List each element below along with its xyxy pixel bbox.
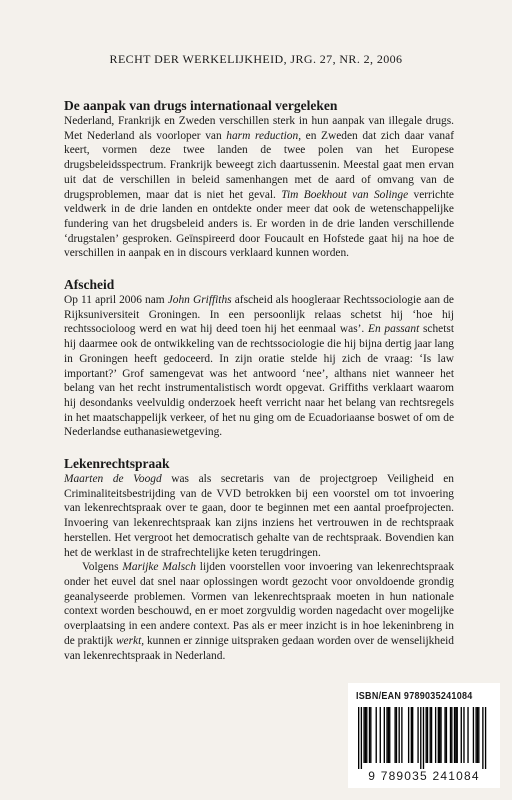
journal-header: RECHT DER WERKELIJKHEID, JRG. 27, NR. 2, 2006 xyxy=(109,52,403,66)
section-paragraph xyxy=(64,293,454,440)
barcode-bar xyxy=(435,707,436,763)
barcode-bar xyxy=(386,707,387,763)
barcode-bar xyxy=(440,707,441,763)
italic-run: harm reduction xyxy=(226,129,299,142)
text-run: Nederland, Frankrijk en Zweden verschillen sterk in hun aanpak van illegale drugs. Met Nederland als voorloper van xyxy=(64,115,454,142)
text-run: afscheid als hoogleraar Rechtssociologie aan de Rijksuniversiteit Groningen. In een persoonlijk relaas schetst hij ‘hoe hij rechtssocioloog werd en wat hij deed toen hij het eenmaal was’. xyxy=(64,294,454,336)
barcode-bar xyxy=(358,707,359,769)
barcode-bar xyxy=(376,707,377,763)
barcode-bar xyxy=(450,707,451,763)
section-paragraph xyxy=(64,472,454,560)
barcode-bar xyxy=(412,707,413,763)
text-run: lijden voorstellen voor invoering van lekenrechtspraak onder het euvel dat snel naar oplossingen wordt gezocht voor onvoldoende grondig geanalyseerde problemen. Vormen van lekenrechtspraak moeten in hun nationale context worden beschouwd, en er moet zorgvuldig worden nagedacht over mogelijke overplaatsing in een andere context. Pas als er meer inzicht is in hoe lekeninbreng in de praktijk xyxy=(64,561,455,647)
barcode-bar xyxy=(438,707,439,763)
section-title: Lekenrechtspraak xyxy=(64,456,170,472)
italic-run: En passant xyxy=(368,323,420,336)
section-drugs xyxy=(64,98,454,261)
barcode-bar xyxy=(478,707,479,763)
barcode-bar xyxy=(366,707,367,763)
barcode-bar xyxy=(482,707,483,769)
barcode-bar xyxy=(475,707,476,763)
barcode-bar xyxy=(365,707,366,763)
italic-run: Marijke Malsch xyxy=(122,561,196,574)
barcode-bar xyxy=(457,707,458,763)
barcode-bar xyxy=(473,707,474,763)
barcode-bar xyxy=(439,707,440,763)
barcode-bar xyxy=(369,707,370,763)
barcode-bar xyxy=(455,707,456,763)
text-run: was als secretaris van de projectgroep Veiligheid en Criminaliteitsbestrijding van de VVD betrokken bij een voorstel om tot invoering van lekenrechtspraak over te gaan, door te beginnen met een aantal proefprojecten. Invoering van lekenrechtspraak kan zijns inziens het vertrouwen in de rechtspraak herstellen. Het vergroot het democratisch gehalte van de rechtspraak. Bovendien kan het de werklast in de strafrechtelijke keten terugdringen. xyxy=(64,473,454,559)
back-cover-text xyxy=(64,98,454,679)
italic-run: werkt xyxy=(115,634,142,647)
barcode-image xyxy=(358,707,490,769)
barcode-bar xyxy=(401,707,402,763)
barcode-bar xyxy=(363,707,364,763)
text-run: verrichte veldwerk in de drie landen en ontdekte onder meer dat ook de wetenschappelijke fundering van het drugsbeleid anders is. Er worden in de drie landen verschillende ‘drugstalen’ gesproken. Geïnspireerd door Foucault en Hofstede gaat hij na hoe de verschillen in aanpak en in discours verklaard kunnen worden. xyxy=(64,188,454,260)
italic-run: John Griffiths xyxy=(167,294,232,307)
barcode-bar xyxy=(446,707,447,763)
barcode-digits: 9 789035 241084 xyxy=(368,769,480,783)
section-lekenrechtspraak xyxy=(64,456,454,663)
barcode-bar xyxy=(384,707,385,763)
section-title: De aanpak van drugs internationaal vergeleken xyxy=(64,98,338,113)
text-run: , en Zweden dat zich daar vanaf keert, vormen deze twee landen de twee polen van het Europese drugsbeleidsspectrum. Frankrijk beweegt zich daartussenin. Meestal gaat men ervan uit dat de verschillen in beleid samenhangen met de aard of omvang van de drugsproblemen, maar dat is niet het geval. xyxy=(64,129,454,201)
barcode-bar xyxy=(463,707,464,763)
barcode-bar xyxy=(408,707,409,763)
section-afscheid xyxy=(64,277,454,440)
text-run: schetst hij daarmee ook de ontwikkeling van de rechtssociologie die hij bijna dertig jaar lang in Groningen heeft gedoceerd. In zijn oratie stelde hij zich de vraag: ‘Is law important?’ Grof samengevat was het antwoord ‘nee’, althans niet wanneer het belang van het recht instrumentalistisch wordt opgevat. Griffiths verklaart waarom hij desondanks veelvuldig onderzoek heeft verricht naar het belang van rechtsregels in het maatschappelijk verkeer, of het nu ging om de Ecuadoriaanse boswet of om de Nederlandse euthanasiewetgeving. xyxy=(64,323,454,439)
barcode-bar xyxy=(420,707,421,769)
barcode-bar xyxy=(461,707,462,763)
text-run: , kunnen er zinnige uitspraken gedaan worden over de wenselijkheid van lekenrechtspraak in Nederland. xyxy=(64,634,454,662)
barcode-bar xyxy=(394,707,395,763)
barcode-bar xyxy=(451,707,452,763)
barcode-bar xyxy=(380,707,381,763)
barcode-bar xyxy=(396,707,397,763)
barcode-bar xyxy=(423,707,424,769)
section-title: Afscheid xyxy=(64,277,115,293)
barcode-bar xyxy=(427,707,428,763)
isbn-label: ISBN/EAN 9789035241084 xyxy=(356,691,473,702)
barcode-bar xyxy=(467,707,468,763)
barcode-bar xyxy=(426,707,427,763)
text-run: Op 11 april 2006 nam xyxy=(64,294,168,307)
section-paragraph xyxy=(64,114,454,261)
barcode-bar xyxy=(389,707,390,763)
barcode-bar xyxy=(444,707,445,763)
barcode-bar xyxy=(411,707,412,763)
barcode-bar xyxy=(370,707,371,763)
barcode-bar xyxy=(399,707,400,763)
text-run: Volgens xyxy=(82,561,123,574)
barcode-bar xyxy=(454,707,455,763)
barcode-bar xyxy=(485,707,486,769)
barcode-bar xyxy=(431,707,432,763)
italic-run: Maarten de Voogd xyxy=(64,473,162,486)
barcode-bar xyxy=(430,707,431,763)
barcode-bar xyxy=(417,707,418,763)
isbn-barcode-box xyxy=(348,683,500,788)
barcode-bar xyxy=(361,707,362,769)
italic-run: Tim Boekhout van Solinge xyxy=(281,188,409,201)
section-paragraph xyxy=(64,560,454,663)
barcode-bar xyxy=(388,707,389,763)
barcode-bar xyxy=(477,707,478,763)
